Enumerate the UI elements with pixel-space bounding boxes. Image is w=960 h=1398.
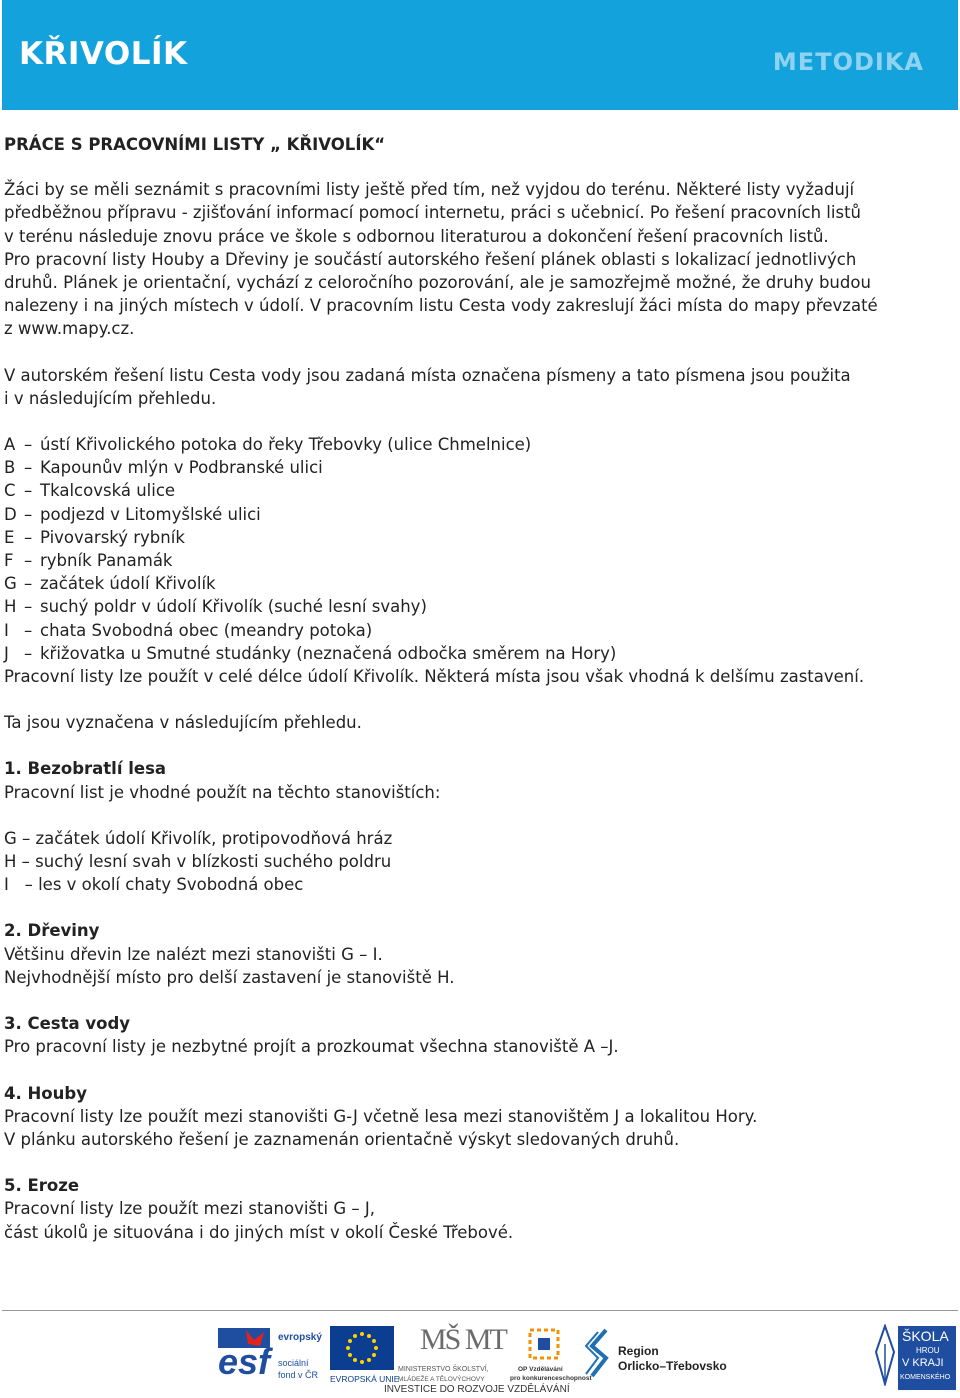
dash: – — [24, 597, 33, 617]
place-letter: J — [4, 643, 9, 663]
place-letter: A — [4, 435, 16, 455]
place-letter: B — [4, 458, 16, 478]
op-line1: OP Vzdělávání — [518, 1366, 563, 1373]
header-subtitle: METODIKA — [772, 48, 924, 76]
op-line2: pro konkurenceschopnost — [510, 1375, 592, 1382]
eu-logo — [330, 1326, 400, 1388]
dash: – — [24, 435, 33, 455]
list-item — [4, 526, 934, 549]
skola-line3: V KRAJI — [902, 1357, 944, 1369]
text-line: nalezeny i na jiných místech v údolí. V pracovním listu Cesta vody zakreslují žáci místa do mapy převzaté — [4, 296, 878, 316]
section-title: 5. Eroze — [4, 1176, 80, 1196]
eu-label: EVROPSKÁ UNIE — [330, 1374, 400, 1384]
list-item — [4, 642, 934, 665]
footer-caption: INVESTICE DO ROZVOJE VZDĚLÁVÁNÍ — [384, 1384, 570, 1395]
place-text: Pivovarský rybník — [40, 527, 185, 547]
place-text: Kapounův mlýn v Podbranské ulici — [40, 458, 323, 478]
text-line: Žáci by se měli seznámit s pracovními listy ještě před tím, než vyjdou do terénu. Některé listy vyžadují — [4, 180, 855, 200]
section-subline: H – suchý lesní svah v blízkosti suchého poldru — [4, 852, 392, 872]
section-title: 2. Dřeviny — [4, 921, 100, 941]
place-text: začátek údolí Křivolík — [40, 574, 216, 594]
text-line: i v následujícím přehledu. — [4, 388, 217, 408]
dash: – — [24, 481, 33, 501]
esf-line2: sociální — [278, 1358, 309, 1368]
dash: – — [24, 620, 33, 640]
place-letter: D — [4, 504, 17, 524]
usage-text: Pracovní listy lze použít v celé délce údolí Křivolík. Některá místa jsou však vhodná k delšímu zastavení. — [4, 667, 865, 687]
place-text: chata Svobodná obec (meandry potoka) — [40, 620, 373, 640]
esf-line1: evropský — [278, 1332, 322, 1343]
places-list — [4, 433, 934, 665]
text-line: V autorském řešení listu Cesta vody jsou zadaná místa označena písmeny a tato písmena jsou použita — [4, 365, 851, 385]
region-line2: Orlicko–Třebovsko — [618, 1359, 727, 1373]
dash: – — [24, 527, 33, 547]
list-item — [4, 619, 934, 642]
section-title: 1. Bezobratlí lesa — [4, 759, 167, 779]
place-letter: I — [4, 620, 9, 640]
list-item — [4, 549, 934, 572]
place-text: ústí Křivolického potoka do řeky Třebovky (ulice Chmelnice) — [40, 435, 532, 455]
section-line: Pro pracovní listy je nezbytné projít a prozkoumat všechna stanoviště A –J. — [4, 1037, 619, 1057]
msmt-line1: MINISTERSTVO ŠKOLSTVÍ, — [398, 1366, 489, 1373]
place-letter: C — [4, 481, 16, 501]
place-text: rybník Panamák — [40, 551, 173, 571]
place-text: křižovatka u Smutné studánky (neznačená odbočka směrem na Hory) — [40, 643, 617, 663]
solution-paragraph — [4, 364, 934, 410]
section-houby — [4, 1082, 934, 1152]
msmt-mark: MŠ MT — [420, 1323, 506, 1356]
region-logo — [584, 1328, 744, 1384]
place-letter: E — [4, 527, 15, 547]
place-text: suchý poldr v údolí Křivolík (suché lesní svahy) — [40, 597, 427, 617]
place-letter: F — [4, 551, 14, 571]
overview-intro: Ta jsou vyznačena v následujícím přehledu. — [4, 713, 362, 733]
section-line: Pracovní listy lze použít mezi stanovišti G-J včetně lesa mezi stanovištěm J a lokalitou Hory. — [4, 1106, 758, 1126]
dash: – — [24, 643, 33, 663]
esf-mark: esf — [218, 1341, 271, 1382]
dash: – — [24, 574, 33, 594]
list-item — [4, 595, 934, 618]
dash: – — [24, 458, 33, 478]
page-header — [2, 0, 958, 110]
place-letter: G — [4, 574, 17, 594]
list-item — [4, 456, 934, 479]
intro-paragraph — [4, 178, 934, 340]
list-item — [4, 479, 934, 502]
op-emblem-icon — [524, 1324, 564, 1364]
section-subline: G – začátek údolí Křivolík, protipovodňová hráz — [4, 828, 393, 848]
skola-line4: KOMENSKÉHO — [900, 1374, 951, 1381]
text-line: druhů. Plánek je orientační, vychází z celoročního pozorování, ale je samozřejmě možné, že druhy budou — [4, 273, 871, 293]
section-line: část úkolů je situována i do jiných míst v okolí České Třebové. — [4, 1222, 514, 1242]
pen-nib-icon — [872, 1324, 898, 1386]
msmt-line2: MLÁDEŽE A TĚLOVÝCHOVY — [398, 1376, 485, 1383]
section-eroze — [4, 1174, 934, 1244]
list-item — [4, 433, 934, 456]
place-text: Tkalcovská ulice — [40, 481, 176, 501]
region-line1: Region — [618, 1344, 659, 1358]
header-title: KŘIVOLÍK — [19, 36, 188, 72]
skola-hrou-logo — [872, 1322, 958, 1392]
text-line: předběžnou přípravu - zjišťování informací pomocí internetu, práci s učebnicí. Po řešení pracovních listů — [4, 203, 862, 223]
list-item — [4, 503, 934, 526]
op-logo — [510, 1324, 592, 1388]
section-dreviny — [4, 919, 934, 989]
section-line: Většinu dřevin lze nalézt mezi stanovišti G – I. — [4, 944, 383, 964]
skola-line2: HROU — [916, 1346, 940, 1355]
section-subline: I – les v okolí chaty Svobodná obec — [4, 875, 304, 895]
text-line: Pro pracovní listy Houby a Dřeviny je součástí autorského řešení plánek oblasti s lokalizací jednotlivých — [4, 249, 857, 269]
esf-logo — [216, 1326, 326, 1384]
place-text: podjezd v Litomyšlské ulici — [40, 504, 261, 524]
section-cesta-vody — [4, 1012, 934, 1058]
dash: – — [24, 504, 33, 524]
skola-line1: ŠKOLA — [902, 1328, 949, 1344]
footer-divider — [2, 1310, 958, 1311]
section-title: 3. Cesta vody — [4, 1014, 131, 1034]
section-line: Pracovní list je vhodné použít na těchto stanovištích: — [4, 782, 441, 802]
skola-box — [898, 1326, 956, 1390]
section-line: Pracovní listy lze použít mezi stanovišti G – J, — [4, 1199, 375, 1219]
list-item — [4, 572, 934, 595]
place-letter: H — [4, 597, 17, 617]
text-line: z www.mapy.cz. — [4, 319, 135, 339]
msmt-logo — [398, 1322, 508, 1388]
esf-line3: fond v ČR — [278, 1370, 319, 1380]
section-line: Nejvhodnější místo pro delší zastavení je stanoviště H. — [4, 967, 455, 987]
section-bezobratli — [4, 757, 934, 896]
document-body — [4, 133, 934, 1244]
text-line: v terénu následuje znovu práce ve škole s odbornou literaturou a dokončení řešení pracovních listů. — [4, 226, 829, 246]
eu-flag-icon — [330, 1326, 394, 1370]
section-line: V plánku autorského řešení je zaznamenán orientačně výskyt sledovaných druhů. — [4, 1129, 680, 1149]
region-wave-icon — [584, 1328, 614, 1380]
dash: – — [24, 551, 33, 571]
section-title: 4. Houby — [4, 1083, 87, 1103]
document-heading: PRÁCE S PRACOVNÍMI LISTY „ KŘIVOLÍK“ — [4, 135, 386, 154]
